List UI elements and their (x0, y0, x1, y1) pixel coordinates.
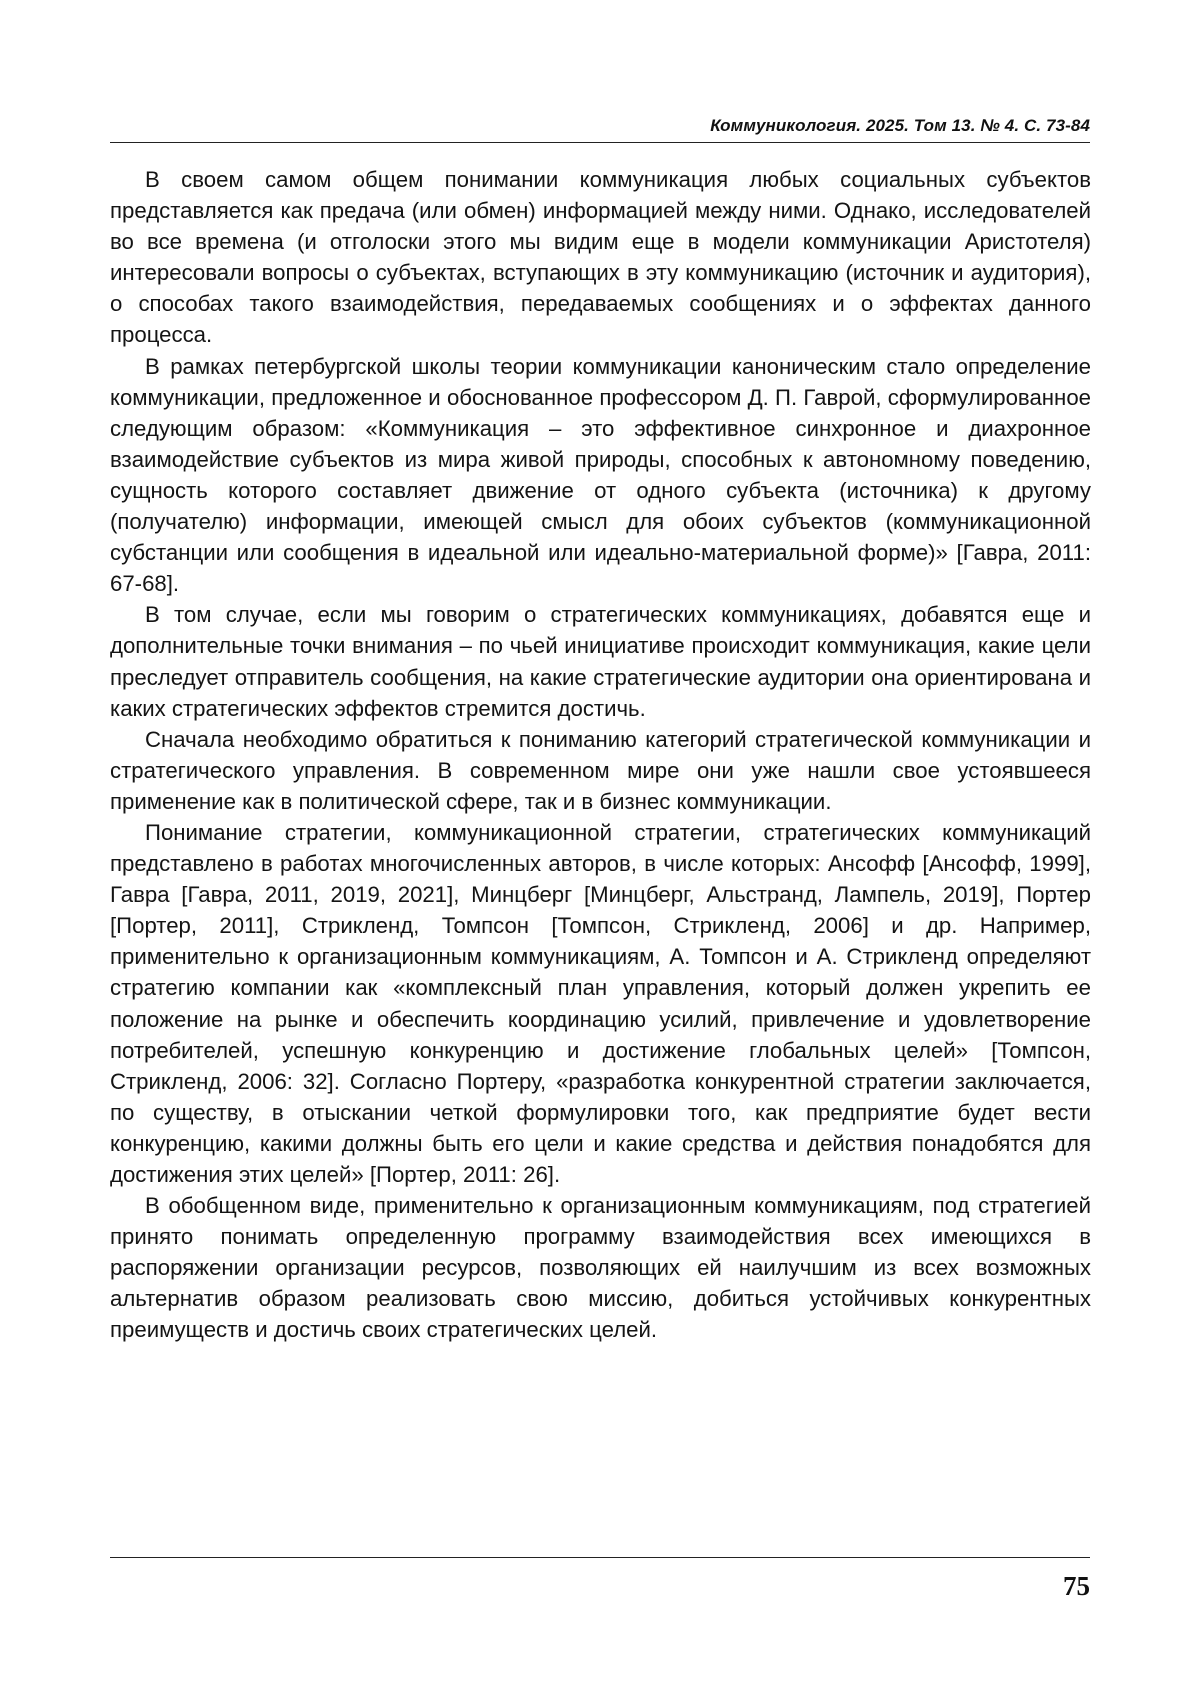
paragraph-2: В рамках петербургской школы теории коммуникации каноническим стало определение коммуникации, предложенное и обоснованное профессором Д. П. Гаврой, сформулированное следующим образом: «Коммуникация – это эффективное синхронное и диахронное взаимодействие субъектов из мира живой природы, способных к автономному поведению, сущность которого составляет движение от одного субъекта (источника) к другому (получателю) информации, имеющей смысл для обоих субъектов (коммуникационной субстанции или сообщения в идеальной или идеально-материальной форме)» [Гавра, 2011: 67-68]. (110, 353, 1091, 597)
page-number: 75 (1063, 1571, 1090, 1601)
header-rule (110, 142, 1090, 143)
paragraph-6: В обобщенном виде, применительно к организационным коммуникациям, под стратегией принято понимать определенную программу взаимодействия всех имеющихся в распоряжении организации ресурсов, позволяющих ей наилучшим из всех возможных альтернатив образом реализовать свою миссию, добиться устойчивых конкурентных преимуществ и достичь своих стратегических целей. (110, 1193, 1091, 1343)
article-body (110, 164, 1091, 1346)
running-header: Коммуникология. 2025. Том 13. № 4. С. 73-84 (710, 116, 1090, 135)
paragraph-4: Сначала необходимо обратиться к пониманию категорий стратегической коммуникации и стратегического управления. В современном мире они уже нашли свое устоявшееся применение как в политической сфере, так и в бизнес коммуникации. (110, 726, 1091, 814)
paragraph-3: В том случае, если мы говорим о стратегических коммуникациях, добавятся еще и дополнительные точки внимания – по чьей инициативе происходит коммуникация, какие цели преследует отправитель сообщения, на какие стратегические аудитории она ориентирована и каких стратегических эффектов стремится достичь. (110, 602, 1091, 721)
paragraph-5: Понимание стратегии, коммуникационной стратегии, стратегических коммуникаций представлено в работах многочисленных авторов, в числе которых: Ансофф [Ансофф, 1999], Гавра [Гавра, 2011, 2019, 2021], Минцберг [Минцберг, Альстранд, Лампель, 2019], Портер [Портер, 2011], Стрикленд, Томпсон [Томпсон, Стрикленд, 2006] и др. Например, применительно к организационным коммуникациям, А. Томпсон и А. Стрикленд определяют стратегию компании как «комплексный план управления, который должен укрепить ее положение на рынке и обеспечить координацию усилий, привлечение и удовлетворение потребителей, успешную конкуренцию и достижение глобальных целей» [Томпсон, Стрикленд, 2006: 32]. Согласно Портеру, «разработка конкурентной стратегии заключается, по существу, в отыскании четкой формулировки того, как предприятие будет вести конкуренцию, какими должны быть его цели и какие средства и действия понадобятся для достижения этих целей» [Портер, 2011: 26]. (110, 819, 1091, 1187)
footer-rule (110, 1557, 1090, 1558)
paragraph-1: В своем самом общем понимании коммуникация любых социальных субъектов представляется как предача (или обмен) информацией между ними. Однако, исследователей во все времена (и отголоски этого мы видим еще в модели коммуникации Аристотеля) интересовали вопросы о субъектах, вступающих в эту коммуникацию (источник и аудитория), о способах такого взаимодействия, передаваемых сообщениях и о эффектах данного процесса. (110, 167, 1091, 348)
